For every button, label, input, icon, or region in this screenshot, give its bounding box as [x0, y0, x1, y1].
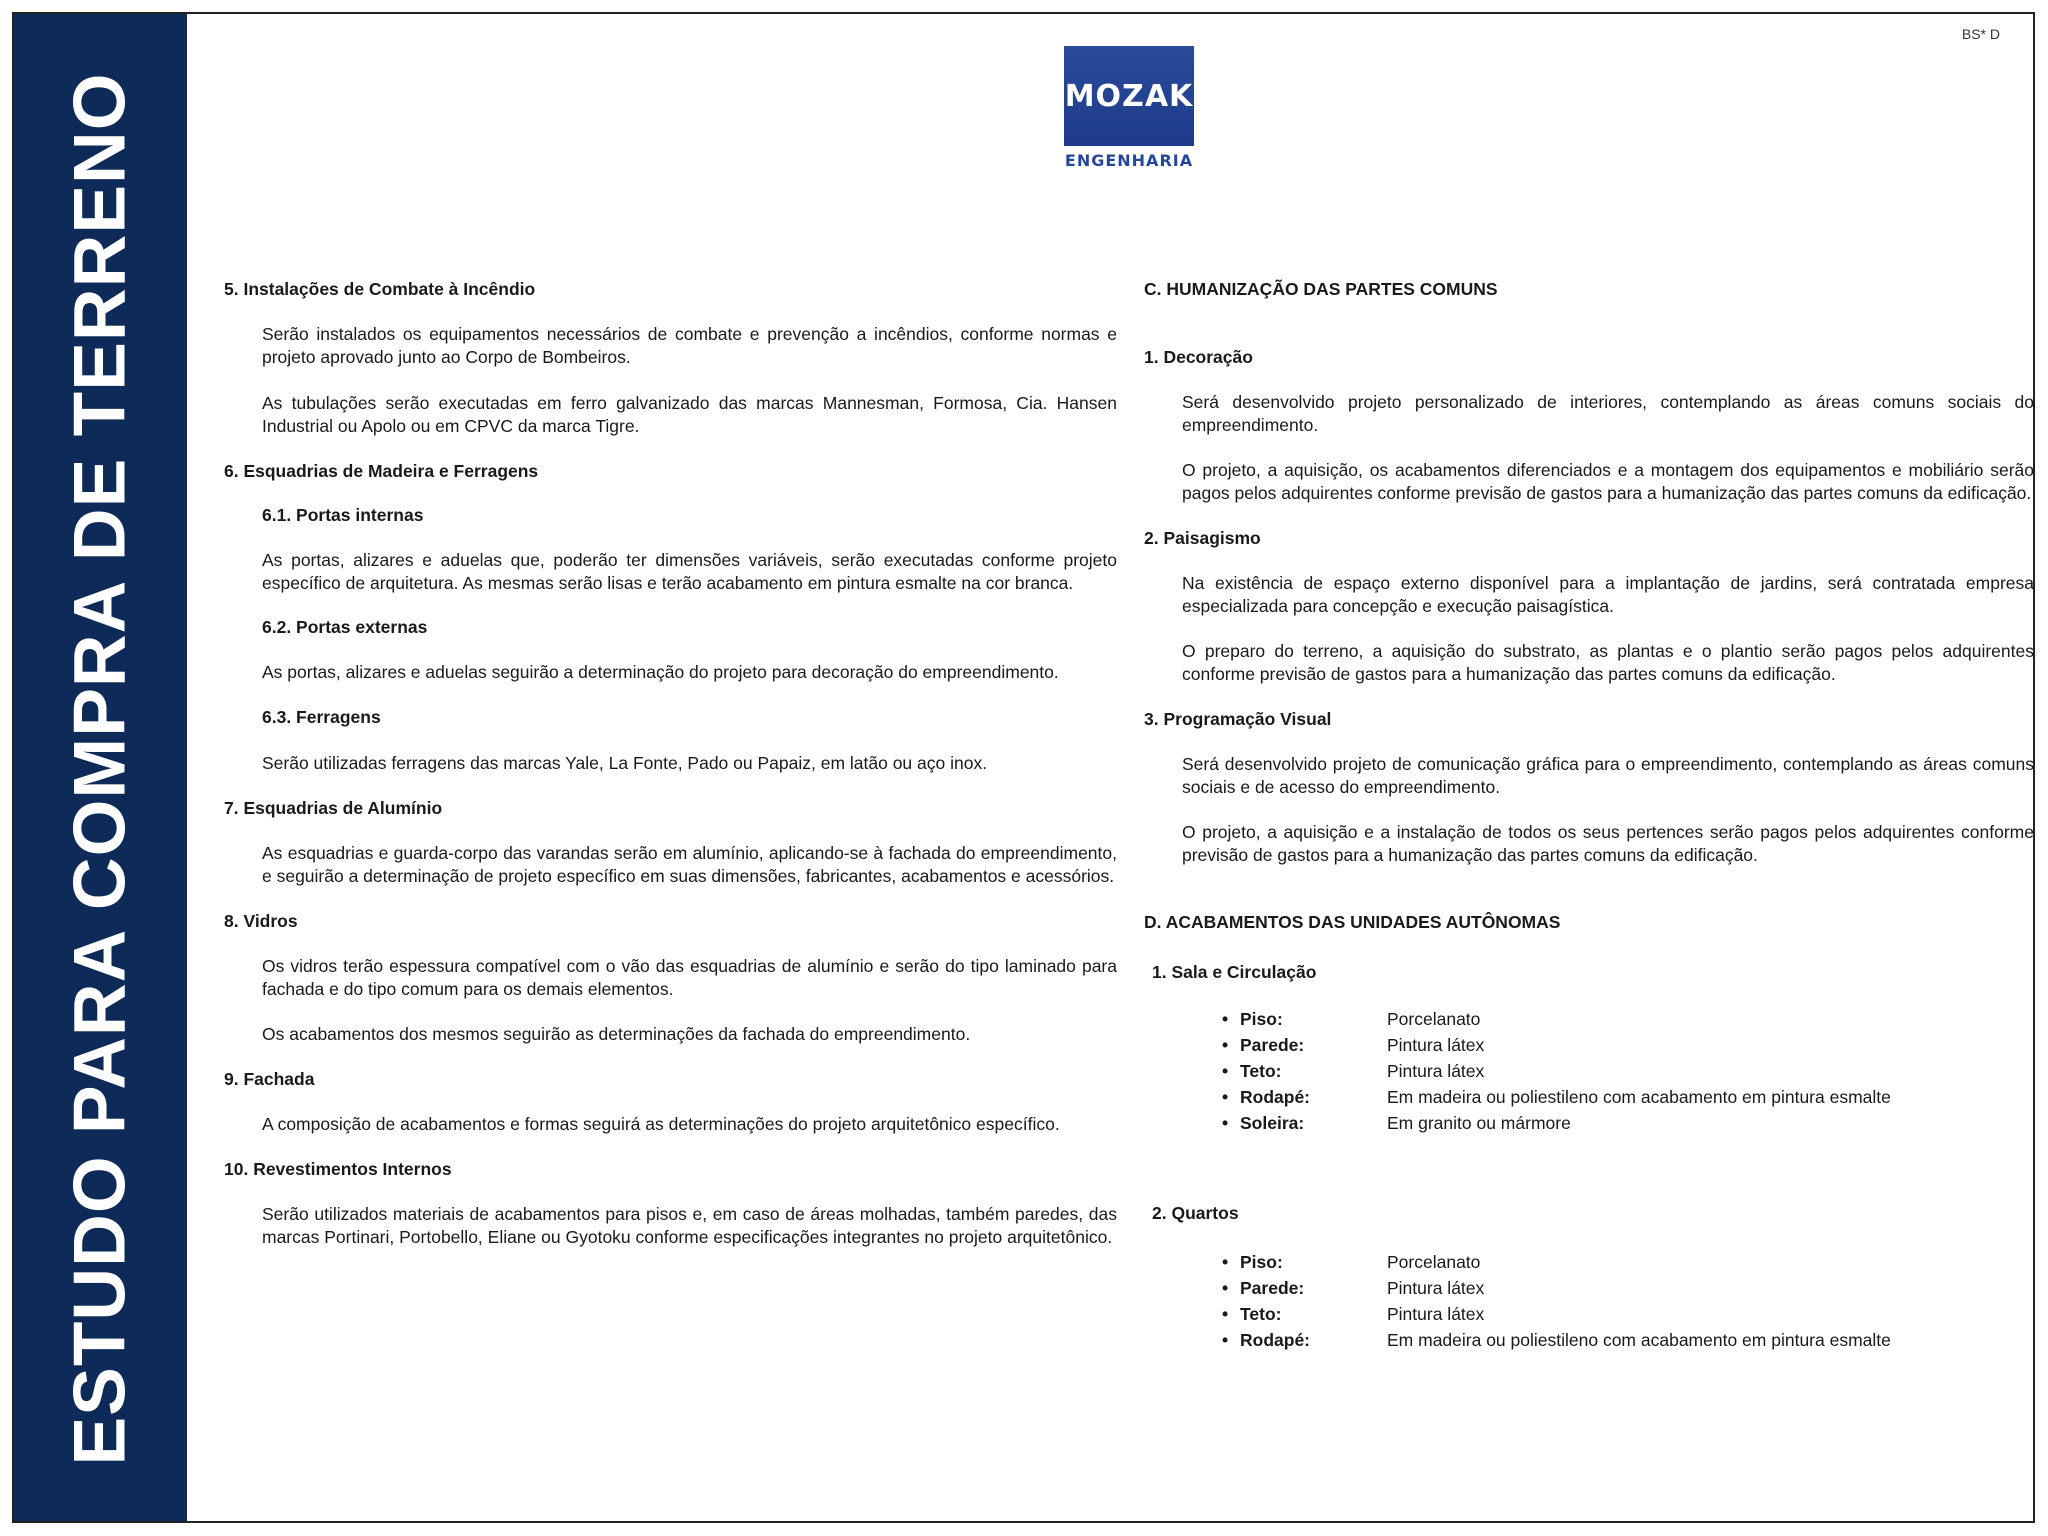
- subsection-title: 2. Paisagismo: [1144, 528, 1261, 548]
- section-title: 7. Esquadrias de Alumínio: [224, 798, 443, 818]
- spec-label: • Teto:: [1222, 1301, 1387, 1327]
- spec-value: Pintura látex: [1387, 1061, 1485, 1081]
- right-column: [1144, 278, 2034, 1353]
- document-code: BS* D: [1961, 26, 2000, 42]
- subsection-title: 6.3. Ferragens: [262, 707, 381, 727]
- company-logo: [1064, 46, 1194, 170]
- paragraph: Os acabamentos dos mesmos seguirão as determinações da fachada do empreendimento.: [262, 1024, 971, 1044]
- paragraph: Será desenvolvido projeto personalizado de interiores, contemplando as áreas comuns sociais do empreendimento.: [1182, 392, 2034, 435]
- paragraph: As portas, alizares e aduelas seguirão a determinação do projeto para decoração do empreendimento.: [262, 662, 1059, 682]
- document-page: [12, 12, 2035, 1523]
- paragraph: Serão utilizadas ferragens das marcas Yale, La Fonte, Pado ou Papaiz, em latão ou aço inox.: [262, 753, 988, 773]
- spec-label: • Piso:: [1222, 1249, 1387, 1275]
- spec-label: • Parede:: [1222, 1032, 1387, 1058]
- paragraph: Na existência de espaço externo disponível para a implantação de jardins, será contratada empresa especializada para concepção e execução paisagística.: [1182, 573, 2034, 616]
- sidebar-title: ESTUDO PARA COMPRA DE TERRENO: [59, 72, 141, 1466]
- spec-value: Em madeira ou poliestileno com acabamento em pintura esmalte: [1387, 1330, 1891, 1350]
- spec-label: • Soleira:: [1222, 1110, 1387, 1136]
- finishes-list-quartos: [1144, 1249, 2034, 1353]
- list-item: [1222, 1327, 2034, 1353]
- list-item: [1222, 1032, 2034, 1058]
- list-item: [1222, 1275, 2034, 1301]
- paragraph: As tubulações serão executadas em ferro galvanizado das marcas Mannesman, Formosa, Cia. Hansen Industrial ou Apolo ou em CPVC da marca Tigre.: [262, 393, 1117, 436]
- section-title: C. HUMANIZAÇÃO DAS PARTES COMUNS: [1144, 279, 1498, 299]
- section-title: 6. Esquadrias de Madeira e Ferragens: [224, 461, 539, 481]
- paragraph: As portas, alizares e aduelas que, poderão ter dimensões variáveis, serão executadas conforme projeto específico de arquitetura. As mesmas serão lisas e terão acabamento em pintura esmalte na cor branca.: [262, 550, 1117, 593]
- spec-value: Pintura látex: [1387, 1304, 1485, 1324]
- spec-value: Em madeira ou poliestileno com acabamento em pintura esmalte: [1387, 1087, 1891, 1107]
- spec-value: Em granito ou mármore: [1387, 1113, 1571, 1133]
- sidebar-banner: [14, 14, 187, 1521]
- subsection-title: 3. Programação Visual: [1144, 709, 1332, 729]
- subsection-title: 6.2. Portas externas: [262, 617, 428, 637]
- spec-label: • Piso:: [1222, 1006, 1387, 1032]
- section-title: 8. Vidros: [224, 911, 298, 931]
- section-title: 9. Fachada: [224, 1069, 315, 1089]
- list-item: [1222, 1301, 2034, 1327]
- section-title: 10. Revestimentos Internos: [224, 1159, 452, 1179]
- list-item: [1222, 1006, 2034, 1032]
- list-item: [1222, 1110, 2034, 1136]
- spec-value: Pintura látex: [1387, 1035, 1485, 1055]
- section-title: 5. Instalações de Combate à Incêndio: [224, 279, 536, 299]
- subsection-title: 2. Quartos: [1152, 1203, 1239, 1223]
- paragraph: O projeto, a aquisição e a instalação de todos os seus pertences serão pagos pelos adquirentes conforme previsão de gastos para a humanização das partes comuns da edificação.: [1182, 822, 2034, 865]
- spec-label: • Rodapé:: [1222, 1327, 1387, 1353]
- subsection-title: 1. Decoração: [1144, 347, 1253, 367]
- list-item: [1222, 1058, 2034, 1084]
- subsection-title: 1. Sala e Circulação: [1152, 962, 1317, 982]
- spec-label: • Rodapé:: [1222, 1084, 1387, 1110]
- logo-box: [1064, 46, 1194, 146]
- list-item: [1222, 1249, 2034, 1275]
- paragraph: Os vidros terão espessura compatível com o vão das esquadrias de alumínio e serão do tipo laminado para fachada e do tipo comum para os demais elementos.: [262, 956, 1117, 999]
- finishes-list-sala: [1144, 1006, 2034, 1136]
- paragraph: Serão instalados os equipamentos necessários de combate e prevenção a incêndios, conforme normas e projeto aprovado junto ao Corpo de Bombeiros.: [262, 324, 1117, 367]
- subsection-title: 6.1. Portas internas: [262, 505, 424, 525]
- logo-name: MOZAK: [1064, 78, 1194, 114]
- spec-value: Porcelanato: [1387, 1252, 1481, 1272]
- spec-value: Porcelanato: [1387, 1009, 1481, 1029]
- paragraph: Será desenvolvido projeto de comunicação gráfica para o empreendimento, contemplando as áreas comuns sociais e de acesso do empreendimento.: [1182, 754, 2034, 797]
- paragraph: O preparo do terreno, a aquisição do substrato, as plantas e o plantio serão pagos pelos adquirentes conforme previsão de gastos para a humanização das partes comuns da edificação.: [1182, 641, 2034, 684]
- paragraph: A composição de acabamentos e formas seguirá as determinações do projeto arquitetônico específico.: [262, 1114, 1060, 1134]
- left-column: [224, 278, 1117, 1249]
- logo-subtitle: ENGENHARIA: [1064, 151, 1194, 170]
- paragraph: O projeto, a aquisição, os acabamentos diferenciados e a montagem dos equipamentos e mobiliário serão pagos pelos adquirentes conforme previsão de gastos para a humanização das partes comuns da edificação.: [1182, 460, 2034, 503]
- spec-value: Pintura látex: [1387, 1278, 1485, 1298]
- spec-label: • Parede:: [1222, 1275, 1387, 1301]
- paragraph: Serão utilizados materiais de acabamentos para pisos e, em caso de áreas molhadas, também paredes, das marcas Portinari, Portobello, Eliane ou Gyotoku conforme especificações integrantes no projeto arquitetônico.: [262, 1204, 1117, 1247]
- paragraph: As esquadrias e guarda-corpo das varandas serão em alumínio, aplicando-se à fachada do empreendimento, e seguirão a determinação de projeto específico em suas dimensões, fabricantes, acabamentos e acessórios.: [262, 843, 1117, 886]
- spec-label: • Teto:: [1222, 1058, 1387, 1084]
- section-title: D. ACABAMENTOS DAS UNIDADES AUTÔNOMAS: [1144, 912, 1561, 932]
- list-item: [1222, 1084, 2034, 1110]
